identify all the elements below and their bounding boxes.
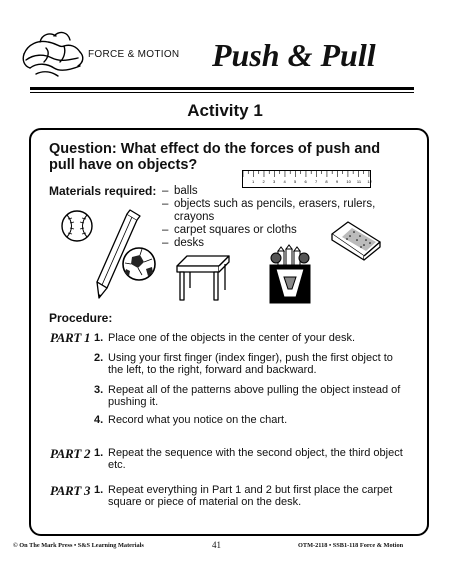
material-item: – balls <box>162 185 198 197</box>
eraser-icon <box>330 220 382 260</box>
step-text: Using your first finger (index finger), push the first object to the left, to the right, forward and backward. <box>108 352 393 376</box>
footer-publisher: © On The Mark Press • S&S Learning Materials <box>13 542 144 549</box>
crayon-box-icon <box>266 247 314 305</box>
ruler-number: 12 <box>367 179 372 184</box>
materials-label: Materials required: <box>49 184 157 198</box>
ruler-number: 5 <box>293 179 297 184</box>
ruler-number: 1 <box>251 179 255 184</box>
step-number: 4. <box>94 414 104 426</box>
ruler-number: 4 <box>283 179 286 184</box>
step-number: 1. <box>94 332 104 344</box>
header-rule <box>30 87 414 90</box>
material-item: – objects such as pencils, erasers, rulers, crayons <box>162 198 376 223</box>
step-number: 1. <box>94 447 104 459</box>
step-text: Repeat the sequence with the second object, the third object etc. <box>108 447 403 471</box>
part-label: PART 3 <box>50 483 91 498</box>
ruler-number: 9 <box>335 179 339 184</box>
header-rule-thin <box>30 92 414 93</box>
footer-code: OTM-2118 • SSB1-118 Force & Motion <box>298 542 404 549</box>
page-number: 41 <box>212 540 221 550</box>
activity-heading: Activity 1 <box>187 101 263 120</box>
step-text: Repeat everything in Part 1 and 2 but first place the carpet square or piece of material on the desk. <box>108 484 393 508</box>
material-item: – carpet squares or cloths <box>162 224 297 236</box>
series-label: FORCE & MOTION <box>88 49 180 60</box>
procedure-label: Procedure: <box>49 311 113 325</box>
step-number: 2. <box>94 352 104 364</box>
step-number: 1. <box>94 484 104 496</box>
soccer-ball-icon <box>120 245 158 283</box>
part-label: PART 2 <box>50 446 91 461</box>
baseball-icon <box>59 208 95 244</box>
ruler-number: 8 <box>325 179 328 184</box>
page-title: Push & Pull <box>212 37 376 73</box>
ruler-number: 10 <box>346 179 351 184</box>
hands-icon <box>20 24 86 84</box>
ruler-number: 3 <box>272 179 276 184</box>
desk-icon <box>175 252 231 302</box>
material-item: – desks <box>162 237 205 249</box>
step-text: Repeat all of the patterns above pulling the object instead of pushing it. <box>108 384 401 408</box>
ruler-number: 11 <box>356 179 362 184</box>
question-text: Question: What effect do the forces of push and pull have on objects? <box>49 141 381 173</box>
ruler-number: 2 <box>262 179 265 184</box>
ruler-number: 6 <box>304 179 307 184</box>
step-text: Place one of the objects in the center of your desk. <box>108 332 356 344</box>
step-number: 3. <box>94 384 104 396</box>
step-text: Record what you notice on the chart. <box>108 414 288 426</box>
ruler-number: 7 <box>314 179 318 184</box>
part-label: PART 1 <box>50 330 91 345</box>
